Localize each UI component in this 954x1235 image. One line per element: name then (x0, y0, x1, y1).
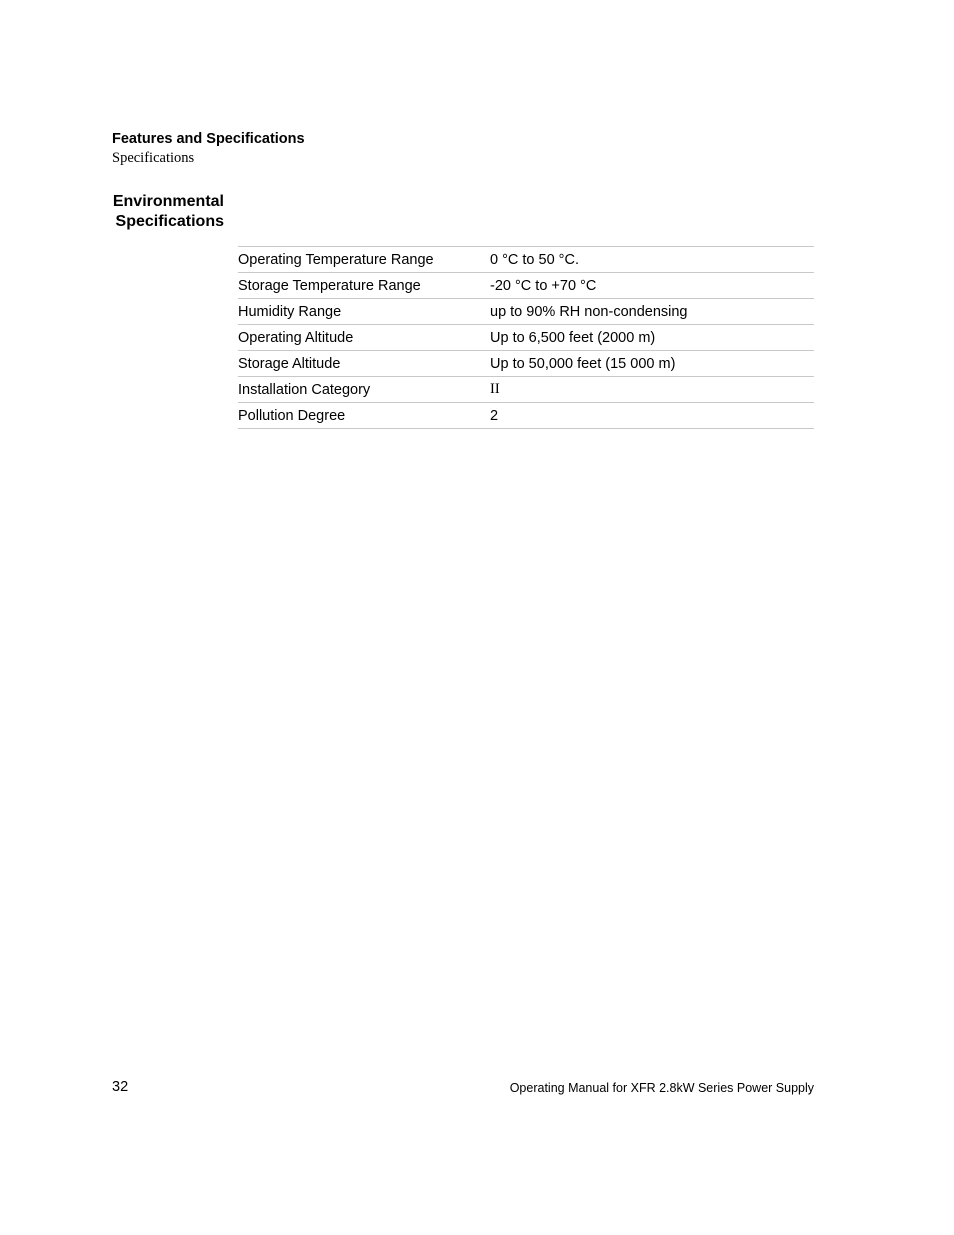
parameter-cell: Humidity Range (238, 299, 490, 325)
value-cell: II (490, 377, 814, 403)
table-row (238, 351, 814, 377)
parameter-cell: Operating Temperature Range (238, 247, 490, 273)
parameter-cell: Storage Altitude (238, 351, 490, 377)
value-cell: 0 °C to 50 °C. (490, 247, 814, 273)
value-cell: -20 °C to +70 °C (490, 273, 814, 299)
environmental-specifications-table (238, 246, 814, 429)
table-row (238, 247, 814, 273)
parameter-cell: Storage Temperature Range (238, 273, 490, 299)
table-row (238, 273, 814, 299)
running-footer-title: Operating Manual for XFR 2.8kW Series Power Supply (509, 1081, 814, 1095)
parameter-cell: Operating Altitude (238, 325, 490, 351)
value-cell: up to 90% RH non-condensing (490, 299, 814, 325)
table-row (238, 377, 814, 403)
section-heading-line-2: Specifications (115, 212, 224, 230)
table-row (238, 299, 814, 325)
value-cell: Up to 50,000 feet (15 000 m) (490, 351, 814, 377)
table-row (238, 403, 814, 429)
section-heading-line-1: Environmental (112, 193, 224, 210)
parameter-cell: Installation Category (238, 377, 490, 403)
running-header-section: Specifications (112, 150, 195, 166)
value-cell: 2 (490, 403, 814, 429)
parameter-cell: Pollution Degree (238, 403, 490, 429)
value-cell: Up to 6,500 feet (2000 m) (490, 325, 814, 351)
section-heading (100, 192, 224, 231)
table-row (238, 325, 814, 351)
running-header-chapter: Features and Specifications (112, 131, 305, 147)
page-number: 32 (112, 1079, 129, 1095)
